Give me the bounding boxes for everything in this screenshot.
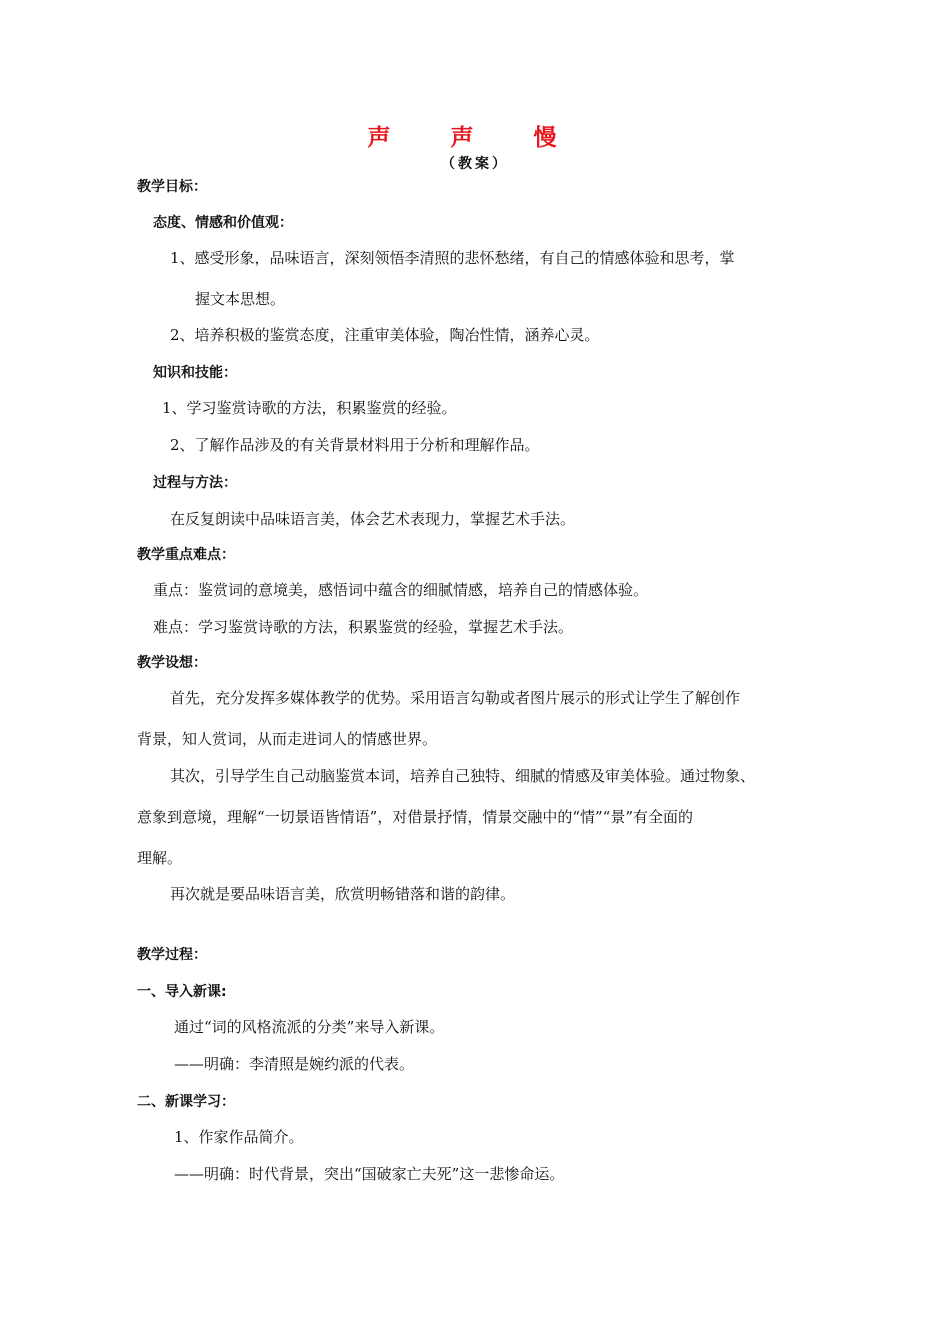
paragraph-line: 1、学习鉴赏诗歌的方法，积累鉴赏的经验。 [162, 399, 457, 417]
document-subtitle: （教案） [441, 156, 509, 172]
paragraph-line: 背景，知人赏词，从而走进词人的情感世界。 [137, 730, 438, 748]
subheading-process: 过程与方法： [153, 475, 237, 491]
paragraph-line: 2、培养积极的鉴赏态度，注重审美体验，陶冶性情，涵养心灵。 [170, 326, 600, 344]
heading-key-points: 教学重点难点： [137, 547, 235, 563]
subheading-attitude: 态度、情感和价值观： [153, 215, 293, 231]
paragraph-line: 其次，引导学生自己动脑鉴赏本词，培养自己独特、细腻的情感及审美体验。通过物象、 [170, 767, 756, 785]
paragraph-line: 首先，充分发挥多媒体教学的优势。采用语言勾勒或者图片展示的形式让学生了解创作 [170, 689, 741, 707]
heading-section-1: 一、导入新课: [137, 984, 227, 1000]
subheading-knowledge: 知识和技能： [153, 365, 237, 381]
document-title: 声 声 慢 [367, 125, 583, 151]
paragraph-line: 再次就是要品味语言美，欣赏明畅错落和谐的韵律。 [170, 885, 516, 903]
paragraph-line: 在反复朗读中品味语言美，体会艺术表现力，掌握艺术手法。 [170, 510, 576, 528]
paragraph-line: 意象到意境，理解“一切景语皆情语”，对借景抒情，情景交融中的“情”“景”有全面的 [137, 808, 694, 826]
paragraph-line: 2、了解作品涉及的有关背景材料用于分析和理解作品。 [170, 436, 540, 454]
paragraph-line: 通过“词的风格流派的分类”来导入新课。 [174, 1018, 445, 1036]
paragraph-line: 重点：鉴赏词的意境美，感悟词中蕴含的细腻情感，培养自己的情感体验。 [153, 581, 649, 599]
paragraph-line: ——明确：李清照是婉约派的代表。 [174, 1055, 415, 1073]
heading-teaching-ideas: 教学设想： [137, 655, 207, 671]
paragraph-line: 握文本思想。 [195, 290, 286, 308]
heading-teaching-goals: 教学目标： [137, 179, 207, 195]
paragraph-line: 1、作家作品简介。 [174, 1128, 304, 1146]
paragraph-line: 难点：学习鉴赏诗歌的方法，积累鉴赏的经验，掌握艺术手法。 [153, 618, 574, 636]
heading-section-2: 二、新课学习： [137, 1094, 235, 1110]
paragraph-line: 理解。 [137, 849, 183, 867]
paragraph-line: ——明确：时代背景，突出“国破家亡夫死”这一悲惨命运。 [174, 1165, 565, 1183]
heading-teaching-process: 教学过程： [137, 947, 207, 963]
paragraph-line: 1、感受形象，品味语言，深刻领悟李清照的悲怀愁绪，有自己的情感体验和思考，掌 [170, 249, 735, 267]
